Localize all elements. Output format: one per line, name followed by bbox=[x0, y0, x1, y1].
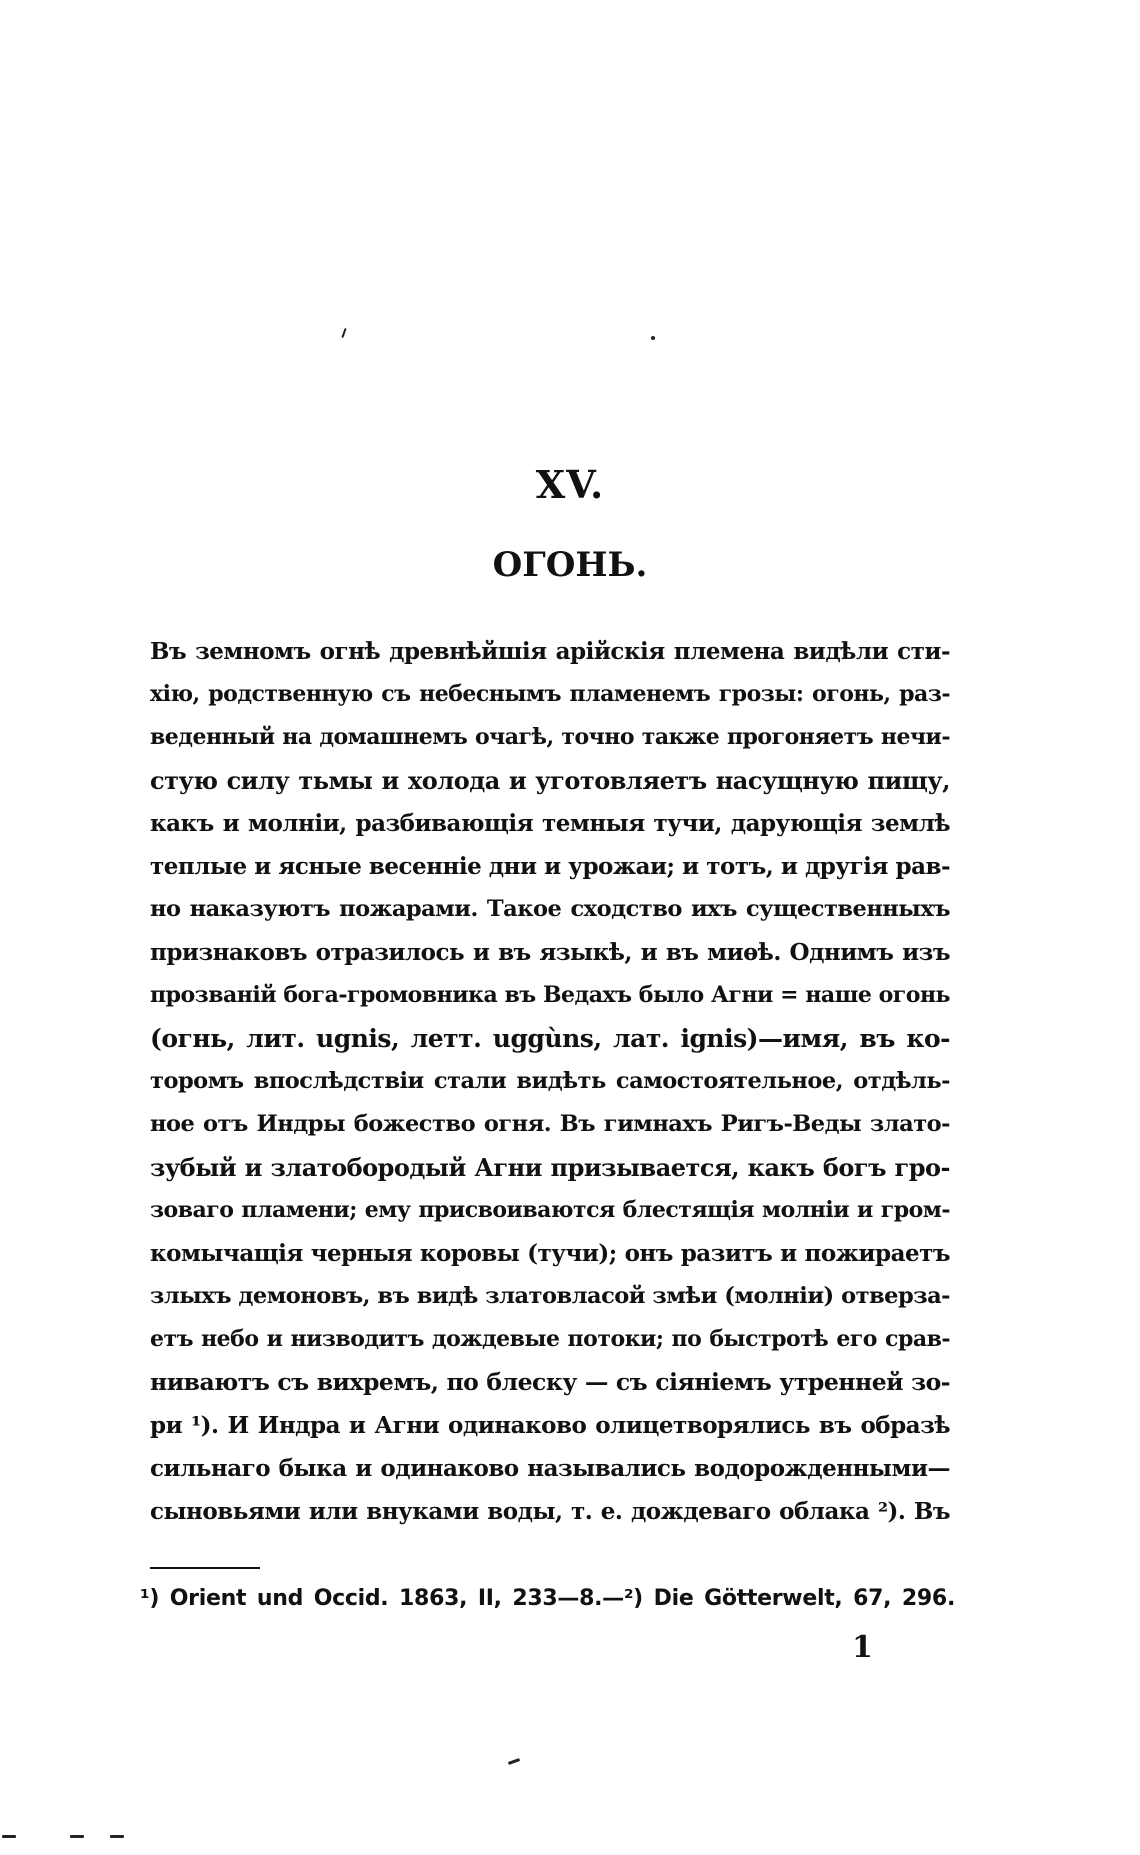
scan-speck bbox=[651, 336, 655, 340]
chapter-title: ОГОНЬ. bbox=[492, 545, 648, 585]
text-line: етъ небо и низводитъ дождевые потоки; по быстротѣ его срав- bbox=[150, 1326, 950, 1352]
text-line: прозваній бога-громовника въ Ведахъ было Агни = наше огонь bbox=[150, 982, 950, 1008]
text-line: торомъ впослѣдствіи стали видѣть самостоятельное, отдѣль- bbox=[150, 1068, 950, 1094]
text-line: сильнаго быка и одинаково назывались водорожденными— bbox=[150, 1455, 950, 1482]
scan-speck bbox=[2, 1835, 16, 1838]
text-line: веденный на домашнемъ очагѣ, точно также прогоняетъ нечи- bbox=[150, 724, 950, 750]
text-line: но наказуютъ пожарами. Такое сходство ихъ существенныхъ bbox=[150, 896, 950, 922]
text-line: зубый и златобородый Агни призывается, какъ богъ гро- bbox=[150, 1153, 950, 1182]
text-line: сыновьями или внуками воды, т. е. дождеваго облака ²). Въ bbox=[150, 1498, 950, 1525]
text-line: теплые и ясные весенніе дни и урожаи; и тотъ, и другія рав- bbox=[150, 853, 950, 880]
text-line: какъ и молніи, разбивающія темныя тучи, дарующія землѣ bbox=[150, 810, 950, 837]
scan-speck bbox=[341, 328, 346, 338]
text-line: комычащія черныя коровы (тучи); онъ разитъ и пожираетъ bbox=[150, 1240, 950, 1267]
scan-speck bbox=[70, 1835, 84, 1838]
scan-speck bbox=[508, 1758, 520, 1765]
text-line: хію, родственную съ небеснымъ пламенемъ грозы: огонь, раз- bbox=[150, 681, 950, 707]
chapter-number: XV. bbox=[535, 462, 605, 507]
text-line: признаковъ отразилось и въ языкѣ, и въ миѳѣ. Однимъ изъ bbox=[150, 939, 950, 966]
text-line: ниваютъ съ вихремъ, по блеску — съ сіяніемъ утренней зо- bbox=[150, 1368, 950, 1396]
scan-speck bbox=[110, 1835, 124, 1838]
body-text bbox=[150, 630, 950, 1533]
text-line: (огнь, лит. ugnis, летт. uggùns, лат. ignis)—имя, въ ко- bbox=[150, 1024, 950, 1053]
text-line: зоваго пламени; ему присвоиваются блестящія молніи и гром- bbox=[150, 1197, 950, 1223]
text-line: стую силу тьмы и холода и уготовляетъ насущную пищу, bbox=[150, 766, 950, 795]
footnote-divider bbox=[150, 1567, 260, 1569]
footnote: ¹) Orient und Occid. 1863, II, 233—8.—²) Die Götterwelt, 67, 296. bbox=[140, 1586, 955, 1611]
text-line: ри ¹). И Индра и Агни одинаково олицетворялись въ образѣ bbox=[150, 1412, 950, 1439]
page-number: 1 bbox=[852, 1630, 873, 1665]
text-line: злыхъ демоновъ, въ видѣ златовласой змѣи (молніи) отверза- bbox=[150, 1283, 950, 1309]
text-line: ное отъ Индры божество огня. Въ гимнахъ Ригъ-Веды злато- bbox=[150, 1111, 950, 1137]
text-line: Въ земномъ огнѣ древнѣйшія арійскія племена видѣли сти- bbox=[150, 638, 950, 665]
